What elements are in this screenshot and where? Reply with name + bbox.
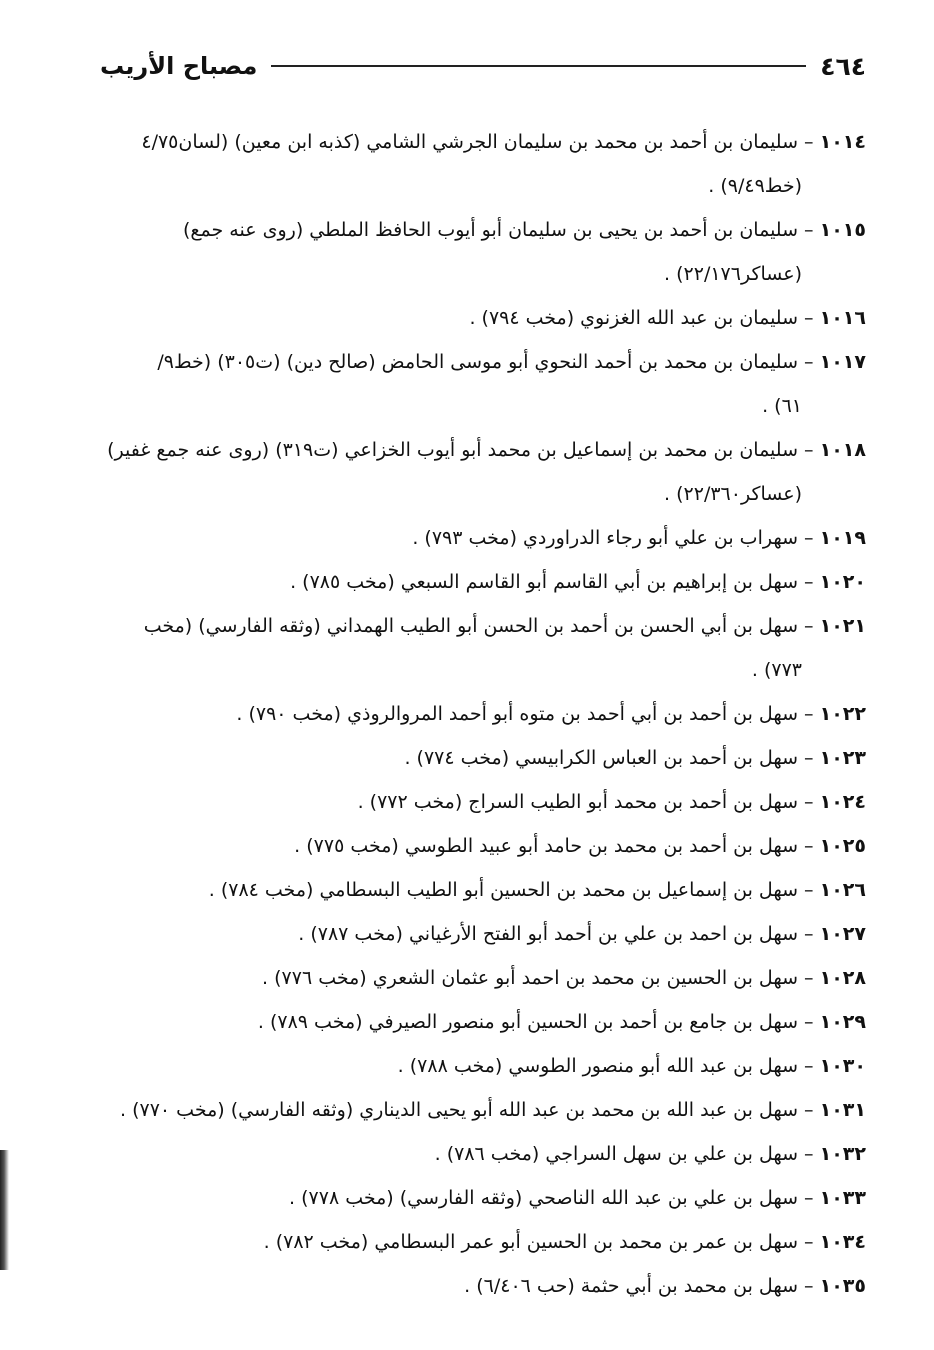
entry-dash: – [798, 1187, 820, 1209]
entry-text: سليمان بن محمد بن إسماعيل بن محمد أبو أيوب الخزاعي (ت٣١٩) (روى عنه جمع غفير) [107, 439, 799, 461]
entry-number: ١٠٣٤ [819, 1231, 866, 1253]
entry-text: سهل بن أحمد بن محمد بن حامد أبو عبيد الطوسي (مخب ٧٧٥) . [294, 835, 799, 857]
header-rule [271, 65, 806, 67]
entry-item [100, 340, 866, 428]
entry-dash: – [798, 967, 820, 989]
entry-dash: – [798, 1055, 820, 1077]
entry-text: سهل بن عبد الله أبو منصور الطوسي (مخب ٧٨٨) . [397, 1055, 799, 1077]
entry-first-line [100, 1264, 866, 1308]
entry-text: سهل بن الحسين بن محمد بن احمد أبو عثمان الشعري (مخب ٧٧٦) . [262, 967, 799, 989]
entry-number: ١٠١٥ [819, 219, 866, 241]
entry-text: سهل بن أبي الحسن بن أحمد بن الحسن أبو الطيب الهمداني (وثقه الفارسي) (مخب [143, 615, 799, 637]
entry-item [100, 296, 866, 340]
entry-item [100, 120, 866, 208]
entry-number: ١٠٢٩ [819, 1011, 866, 1033]
entry-dash: – [798, 439, 820, 461]
scan-edge-shadow [0, 1150, 9, 1270]
entry-item [100, 1220, 866, 1264]
entry-item [100, 956, 866, 1000]
entry-text: سليمان بن أحمد بن محمد بن سليمان الجرشي الشامي (كذبه ابن معين) (لسان٤/٧٥ [141, 131, 799, 153]
entry-item [100, 516, 866, 560]
entry-first-line [100, 780, 866, 824]
entries-list [100, 120, 866, 1308]
entry-text: سهل بن عمر بن محمد بن الحسين أبو عمر البسطامي (مخب ٧٨٢) . [263, 1231, 799, 1253]
entry-continuation: ٧٧٣) . [751, 659, 802, 681]
entry-item [100, 428, 866, 516]
entry-first-line [100, 604, 866, 648]
entry-dash: – [798, 1231, 820, 1253]
entry-text: سهل بن علي بن عبد الله الناصحي (وثقه الفارسي) (مخب ٧٧٨) . [289, 1187, 799, 1209]
entry-dash: – [798, 1011, 820, 1033]
entry-first-line [100, 428, 866, 472]
entry-text: سهل بن أحمد بن العباس الكرابيسي (مخب ٧٧٤) . [404, 747, 799, 769]
entry-dash: – [798, 1099, 820, 1121]
entry-number: ١٠٢٠ [819, 571, 866, 593]
entry-number: ١٠٣١ [819, 1099, 866, 1121]
entry-number: ١٠٣٣ [819, 1187, 866, 1209]
entry-first-line [100, 736, 866, 780]
entry-dash: – [798, 1143, 820, 1165]
entry-dash: – [798, 219, 820, 241]
entry-item [100, 780, 866, 824]
entry-dash: – [798, 571, 820, 593]
entry-number: ١٠١٧ [819, 351, 866, 373]
entry-number: ١٠٢٧ [819, 923, 866, 945]
entry-number: ١٠٣٠ [819, 1055, 866, 1077]
entry-item [100, 868, 866, 912]
entry-dash: – [798, 879, 820, 901]
entry-text: سهل بن إبراهيم بن أبي القاسم أبو القاسم السبعي (مخب ٧٨٥) . [290, 571, 799, 593]
entry-text: سهل بن أحمد بن أبي أحمد بن متوه أبو أحمد المروالروذي (مخب ٧٩٠) . [236, 703, 799, 725]
entry-item [100, 208, 866, 296]
running-title: مصباح الأريب [100, 52, 258, 80]
entry-first-line [100, 912, 866, 956]
entry-item [100, 1044, 866, 1088]
entry-text: سهل بن محمد بن أبي حثمة (حب ٦/٤٠٦) . [464, 1275, 799, 1297]
entry-first-line [100, 340, 866, 384]
entry-text: سليمان بن عبد الله الغزنوي (مخب ٧٩٤) . [469, 307, 799, 329]
entry-number: ١٠١٩ [819, 527, 866, 549]
entry-continuation: (عساكر٢٢/١٧٦) . [664, 263, 802, 285]
entry-number: ١٠٢٣ [819, 747, 866, 769]
entry-number: ١٠١٤ [819, 131, 866, 153]
entry-number: ١٠٢٨ [819, 967, 866, 989]
entry-number: ١٠٣٥ [819, 1275, 866, 1297]
entry-dash: – [798, 131, 820, 153]
entry-first-line [100, 120, 866, 164]
entry-continuation: (عساكر٢٢/٣٦٠) . [664, 483, 802, 505]
entry-dash: – [798, 615, 820, 637]
entry-text: سهل بن جامع بن أحمد بن الحسين أبو منصور الصيرفي (مخب ٧٨٩) . [257, 1011, 799, 1033]
entry-number: ١٠١٦ [819, 307, 866, 329]
entry-first-line [100, 1176, 866, 1220]
entry-text: سهل بن احمد بن علي بن أحمد أبو الفتح الأرغياني (مخب ٧٨٧) . [298, 923, 799, 945]
entry-item [100, 560, 866, 604]
entry-text: سليمان بن محمد بن أحمد النحوي أبو موسى الحامض (صالح دين) (ت٣٠٥) (خط٩/ [157, 351, 799, 373]
entry-text: سهراب بن علي أبو رجاء الدراوردي (مخب ٧٩٣) . [412, 527, 799, 549]
entry-number: ١٠٢٥ [819, 835, 866, 857]
entry-item [100, 604, 866, 692]
entry-first-line [100, 1044, 866, 1088]
entry-first-line [100, 1000, 866, 1044]
entry-dash: – [798, 835, 820, 857]
entry-continuation: (خط٩/٤٩) . [708, 175, 802, 197]
entry-item [100, 1088, 866, 1132]
entry-first-line [100, 1220, 866, 1264]
entry-first-line [100, 296, 866, 340]
entry-number: ١٠١٨ [819, 439, 866, 461]
entry-number: ١٠٢٤ [819, 791, 866, 813]
entry-item [100, 1132, 866, 1176]
entry-dash: – [798, 527, 820, 549]
entry-dash: – [798, 307, 820, 329]
entry-text: سهل بن علي بن سهل السراجي (مخب ٧٨٦) . [434, 1143, 799, 1165]
entry-first-line [100, 956, 866, 1000]
entry-number: ١٠٣٢ [819, 1143, 866, 1165]
entry-text: سهل بن أحمد بن محمد أبو الطيب السراج (مخب ٧٧٢) . [357, 791, 799, 813]
entry-dash: – [798, 1275, 820, 1297]
entry-number: ١٠٢٦ [819, 879, 866, 901]
page-number: ٤٦٤ [820, 51, 866, 81]
entry-item [100, 824, 866, 868]
entry-first-line [100, 208, 866, 252]
entry-dash: – [798, 747, 820, 769]
entry-item [100, 736, 866, 780]
entry-first-line [100, 516, 866, 560]
entry-first-line [100, 1132, 866, 1176]
entry-first-line [100, 824, 866, 868]
entry-item [100, 912, 866, 956]
entry-item [100, 1000, 866, 1044]
entry-item [100, 692, 866, 736]
entry-dash: – [798, 703, 820, 725]
entry-dash: – [798, 923, 820, 945]
page-header [100, 46, 866, 86]
entry-first-line [100, 692, 866, 736]
entry-dash: – [798, 791, 820, 813]
entry-text: سهل بن عبد الله بن محمد بن عبد الله أبو يحيى الديناري (وثقه الفارسي) (مخب ٧٧٠) . [120, 1099, 799, 1121]
entry-first-line [100, 560, 866, 604]
entry-text: سهل بن إسماعيل بن محمد بن الحسين أبو الطيب البسطامي (مخب ٧٨٤) . [208, 879, 799, 901]
entry-item [100, 1176, 866, 1220]
entry-first-line [100, 868, 866, 912]
entry-dash: – [798, 351, 820, 373]
entry-item [100, 1264, 866, 1308]
entry-number: ١٠٢٢ [819, 703, 866, 725]
entry-number: ١٠٢١ [819, 615, 866, 637]
entry-first-line [100, 1088, 866, 1132]
entry-text: سليمان بن أحمد بن يحيى بن سليمان أبو أيوب الحافظ الملطي (روى عنه جمع) [183, 219, 799, 241]
entry-continuation: ٦١) . [762, 395, 802, 417]
